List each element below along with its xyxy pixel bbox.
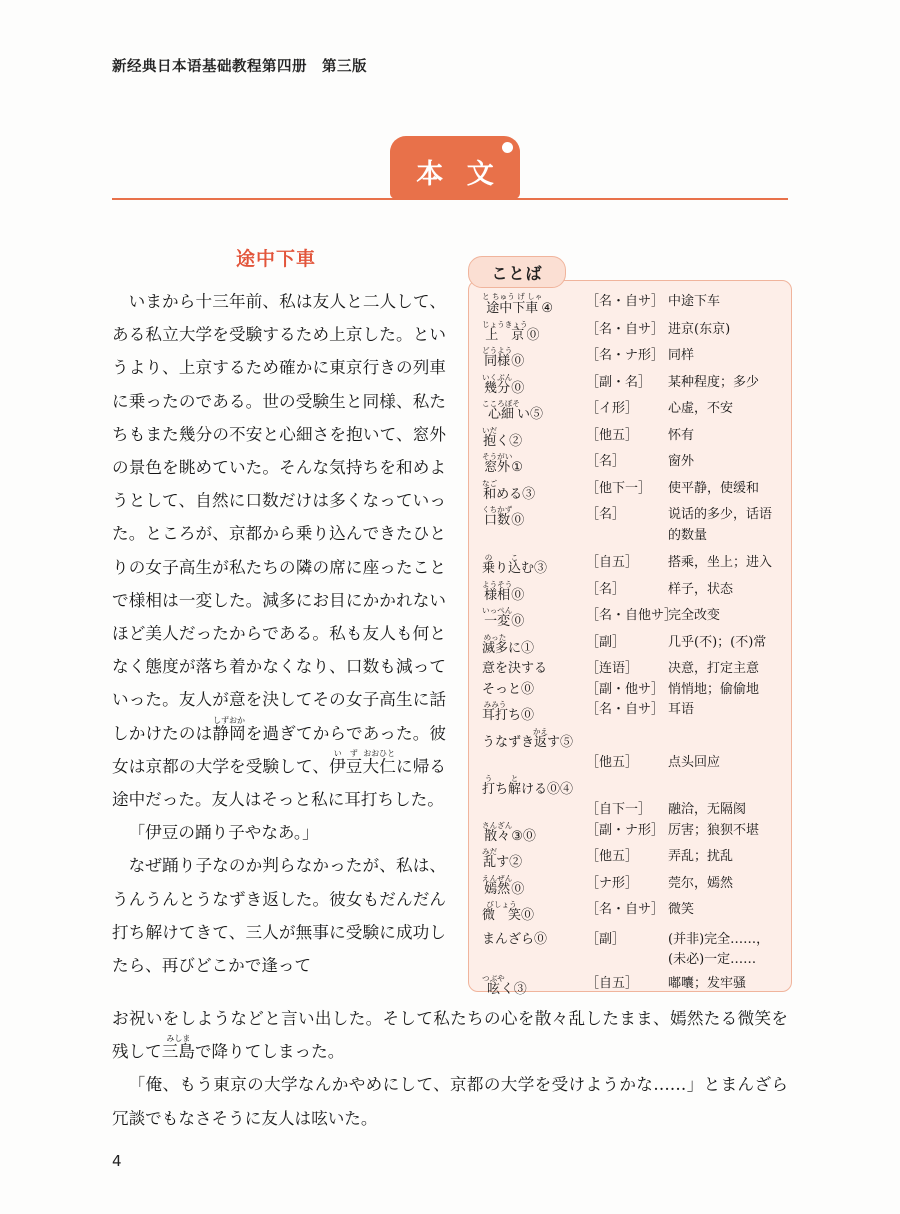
vocab-word: 耳打みみうち⓪ <box>482 700 535 723</box>
vocab-pos: ［イ形］ <box>586 401 639 416</box>
vocab-word: 途中下車と ちゅう げ しゃ④ <box>482 292 553 316</box>
vocab-row <box>482 505 778 546</box>
vocab-word: まんざら⓪ <box>482 931 548 947</box>
vocab-row <box>482 606 778 633</box>
vocab-pos: ［名・自サ］ <box>586 902 665 917</box>
banner-title: 本 文 <box>416 159 501 190</box>
vocab-word: 乗のり込こむ③ <box>482 553 548 576</box>
vocab-word: 滅多めったに① <box>482 632 535 656</box>
vocab-pos: ［副・ナ形］ <box>586 822 665 838</box>
vocab-pos: ［连语］ <box>586 661 639 676</box>
vocab-pos: ［名・自サ］ <box>586 321 665 337</box>
vocab-pos: ［他五］ <box>586 755 639 770</box>
vocab-meaning: 悄悄地；偷偷地 <box>668 681 760 697</box>
vocab-row <box>482 373 778 400</box>
vocab-word: 口数くちかず⓪ <box>482 505 525 528</box>
vocab-row <box>482 479 778 506</box>
vocab-meaning: 弄乱；扰乱 <box>668 849 734 864</box>
vocab-meaning: 中途下车 <box>668 294 721 309</box>
vocab-row <box>482 320 778 347</box>
paragraph-2: 「伊豆の踊り子やなあ。」 <box>128 823 319 843</box>
vocab-meaning: 怀有 <box>668 427 695 443</box>
vocab-row <box>482 821 778 848</box>
vocab-pos: ［名］ <box>586 507 626 522</box>
vocab-word: 幾分いくぶん⓪ <box>482 372 525 396</box>
vocab-meaning: (并非)完全……，(未必)一定…… <box>668 931 770 967</box>
vocab-row <box>482 680 778 701</box>
vocab-meaning: 窗外 <box>668 454 695 469</box>
vocab-meaning: 搭乘，坐上；进入 <box>668 555 773 570</box>
vocab-word: 嫣然えんぜん⓪ <box>482 873 525 897</box>
vocab-row <box>482 292 778 320</box>
vocab-word: 一変いっぺん⓪ <box>482 606 525 629</box>
vocab-word: 抱いだく② <box>482 425 523 449</box>
vocab-pos: ［自五］ <box>586 555 639 570</box>
vocab-row <box>482 727 778 754</box>
vocabulary-tab-label: ことば <box>491 264 543 283</box>
vocab-meaning: 样子，状态 <box>668 581 734 597</box>
vocab-row <box>482 633 778 660</box>
vocab-word: 同様どうよう⓪ <box>482 346 525 369</box>
vocab-row <box>482 700 778 727</box>
vocab-word: 意を決する <box>482 661 548 676</box>
vocabulary-list <box>482 292 778 1000</box>
section-banner <box>112 136 788 208</box>
running-head: 新经典日本语基础教程第四册 第三版 <box>112 58 367 75</box>
vocab-meaning: 嘟囔；发牢骚 <box>668 975 747 991</box>
vocab-row-continuation <box>482 800 778 821</box>
vocab-meaning: 进京(东京) <box>668 321 731 337</box>
vocab-row <box>482 900 778 927</box>
vocab-word: 微 笑びしょう⓪ <box>482 900 535 923</box>
vocab-meaning: 点头回应 <box>668 755 721 770</box>
vocab-word: そっと⓪ <box>482 681 535 697</box>
vocab-row <box>482 553 778 580</box>
vocab-pos: ［他五］ <box>586 427 639 443</box>
vocab-meaning: 某种程度；多少 <box>668 374 760 390</box>
vocab-row <box>482 399 778 426</box>
vocab-word-empty <box>482 800 586 821</box>
page-number: 4 <box>112 1152 122 1170</box>
paragraph-3-part1: なぜ踊り子なのか判らなかったが、私は、うんうんとうなずき返した。彼女もだんだん打ち解けてきて、三人が無事に受験に成功したら、再びどこかで逢って <box>112 856 446 976</box>
vocab-pos: ［副・名］ <box>586 374 652 390</box>
vocab-meaning: 心虚，不安 <box>668 401 734 416</box>
vocab-meaning: 莞尔，嫣然 <box>668 875 734 891</box>
banner-tab <box>390 136 520 198</box>
vocab-row-continuation <box>482 753 778 774</box>
banner-rule <box>112 198 788 200</box>
vocab-row <box>482 874 778 901</box>
vocab-row <box>482 346 778 373</box>
vocab-row <box>482 774 778 801</box>
vocab-row <box>482 930 778 971</box>
vocab-pos: ［ナ形］ <box>586 875 639 891</box>
paragraph-3-part2: お祝いをしようなどと言い出した。そして私たちの心を散々乱したまま、嫣然たる微笑を残して三島みしまで降りてしまった。 <box>112 1009 788 1062</box>
vocab-pos: ［名・自サ］ <box>586 294 665 309</box>
vocab-meaning: 完全改变 <box>668 608 721 623</box>
vocab-word: 和なごめる③ <box>482 478 536 502</box>
vocab-meaning: 耳语 <box>668 702 695 717</box>
vocab-pos: ［自下一］ <box>586 802 652 817</box>
vocab-word: 呟つぶやく③ <box>482 973 527 997</box>
vocab-row <box>482 580 778 607</box>
vocab-pos: ［副］ <box>586 931 626 947</box>
vocab-spacer <box>482 546 778 553</box>
paragraph-1: いまから十三年前、私は友人と二人して、ある私立大学を受験するため上京した。というより、上京するため確かに東京行きの列車に乗ったのである。世の受験生と同様、私たちもまた幾分の不安と心細さを抱いて、窓外の景色を眺めていた。そんな気持ちを和めようとして、自然に口数だけは多くなっていった。ところが、京都から乗り込んできたひとりの女子高生が私たちの隣の席に座ったことで様相は一変した。減多にお目にかかれないほど美人だったからである。私も友人も何となく態度が落ち着かなくなり、口数も減っていった。友人が意を決してその女子高生に話しかけたのは静岡しずおかを過ぎてからであった。彼女は京都の大学を受験して、伊豆い ず大仁おおひとに帰る途中だった。友人はそっと私に耳打ちした。 <box>112 292 447 810</box>
vocab-pos: ［他五］ <box>586 849 639 864</box>
vocab-row <box>482 974 778 1001</box>
banner-dot-icon <box>502 142 513 153</box>
vocab-row <box>482 426 778 453</box>
vocab-meaning: 决意，打定主意 <box>668 661 760 676</box>
vocab-pos: ［名・自サ］ <box>586 702 665 717</box>
vocab-word: 窓外そうがい① <box>482 452 523 475</box>
vocab-pos: ［名］ <box>586 581 626 597</box>
vocab-pos: ［名］ <box>586 454 626 469</box>
vocab-word: 心細こころぼそい⑤ <box>482 399 543 422</box>
vocab-meaning: 说话的多少，话语的数量 <box>668 507 773 543</box>
vocab-word: うなずき返かえす⑤ <box>482 726 574 750</box>
vocab-meaning: 厉害；狼狈不堪 <box>668 822 760 838</box>
vocab-meaning: 微笑 <box>668 902 695 917</box>
lesson-title: 途中下車 <box>236 248 317 270</box>
vocab-meaning: 融洽，无隔阂 <box>668 802 747 817</box>
paragraph-4: 「俺、もう東京の大学なんかやめにして、京都の大学を受けようかな……」とまんざら冗談でもなさそうに友人は呟いた。 <box>112 1075 788 1128</box>
vocab-word: 散々さんざん③⓪ <box>482 820 536 844</box>
vocab-word: 上 京じょうきょう⓪ <box>482 319 540 343</box>
vocab-word-empty <box>482 753 586 774</box>
vocab-row <box>482 659 778 680</box>
vocab-word: 様相ようそう⓪ <box>482 579 525 603</box>
vocab-meaning: 几乎(不)；(不)常 <box>668 634 767 650</box>
vocab-row <box>482 847 778 874</box>
body-column-left <box>112 285 446 982</box>
body-column-full <box>112 1002 788 1135</box>
vocab-pos: ［他下一］ <box>586 480 652 496</box>
vocab-pos: ［名・ナ形］ <box>586 348 665 363</box>
vocab-word: 打うち解とける⓪④ <box>482 773 574 797</box>
vocab-pos: ［名・自他サ］ <box>586 608 678 623</box>
vocabulary-tab <box>468 256 566 288</box>
vocab-pos: ［自五］ <box>586 975 639 991</box>
vocab-row <box>482 452 778 479</box>
vocab-word: 乱みだす② <box>482 847 523 870</box>
vocab-pos: ［副・他サ］ <box>586 681 665 697</box>
vocab-meaning: 同样 <box>668 348 695 363</box>
vocab-pos: ［副］ <box>586 634 626 650</box>
vocab-meaning: 使平静，使缓和 <box>668 480 760 496</box>
